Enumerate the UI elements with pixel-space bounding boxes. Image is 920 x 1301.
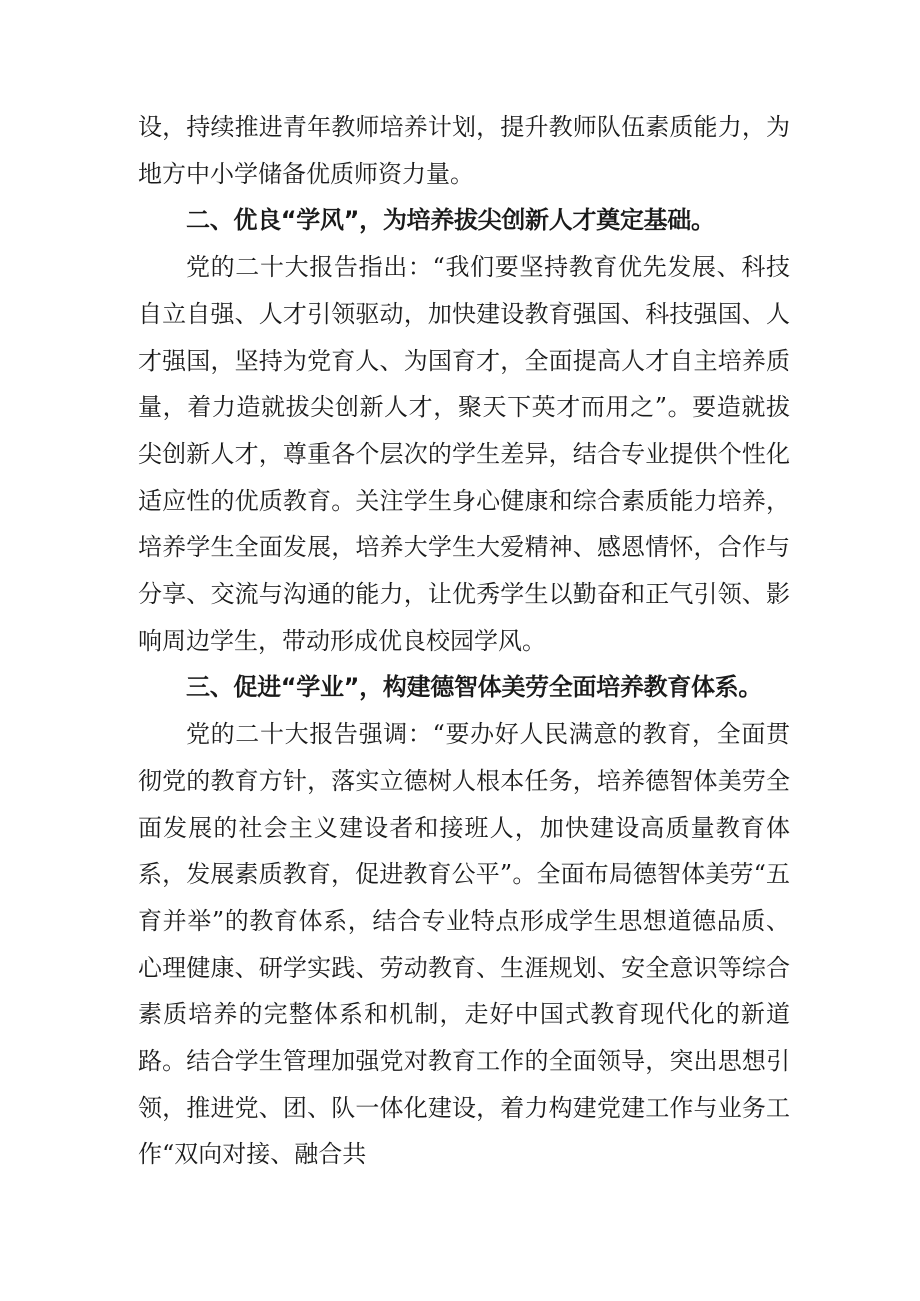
section-2-heading: 二、优良“学风”，为培养拔尖创新人才奠定基础。: [186, 206, 715, 235]
continuation-paragraph: 设，持续推进青年教师培养计划，提升教师队伍素质能力，为地方中小学储备优质师资力量。: [138, 113, 790, 188]
document-body: [138, 104, 790, 1178]
section-3-heading: 三、促进“学业”，构建德智体美劳全面培养教育体系。: [186, 673, 763, 702]
section-3-paragraph: 党的二十大报告强调：“要办好人民满意的教育，全面贯彻党的教育方针，落实立德树人根本任务，培养德智体美劳全面发展的社会主义建设者和接班人，加快建设高质量教育体系，发展素质教育，促进教育公平”。全面布局德智体美劳“五育并举”的教育体系，结合专业特点形成学生思想道德品质、心理健康、研学实践、劳动教育、生涯规划、安全意识等综合素质培养的完整体系和机制，走好中国式教育现代化的新道路。结合学生管理加强党对教育工作的全面领导，突出思想引领，推进党、团、队一体化建设，着力构建党建工作与业务工作“双向对接、融合共: [138, 720, 790, 1169]
section-2-paragraph: 党的二十大报告指出：“我们要坚持教育优先发展、科技自立自强、人才引领驱动，加快建设教育强国、科技强国、人才强国，坚持为党育人、为国育才，全面提高人才自主培养质量，着力造就拔尖创新人才，聚天下英才而用之”。要造就拔尖创新人才，尊重各个层次的学生差异，结合专业提供个性化适应性的优质教育。关注学生身心健康和综合素质能力培养，培养学生全面发展，培养大学生大爱精神、感恩情怀，合作与分享、交流与沟通的能力，让优秀学生以勤奋和正气引领、影响周边学生，带动形成优良校园学风。: [138, 253, 790, 655]
